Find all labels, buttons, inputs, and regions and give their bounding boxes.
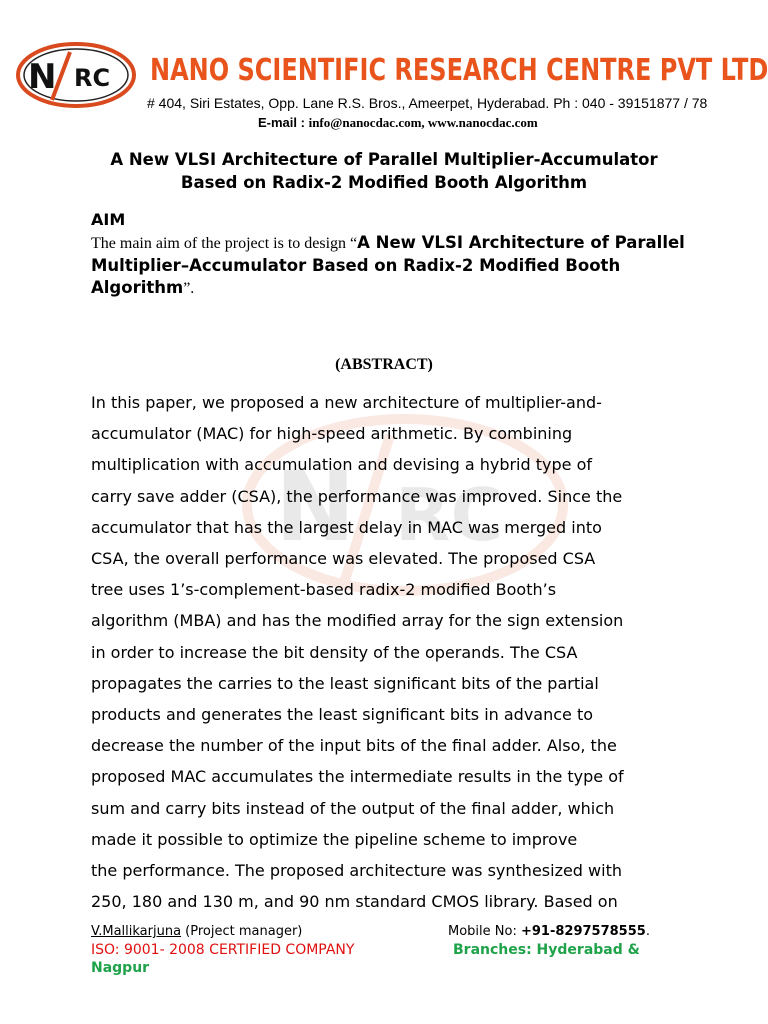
company-address: # 404, Siri Estates, Opp. Lane R.S. Bros., Ameerpet, Hyderabad. Ph : 040 - 39151877 / 78 bbox=[147, 95, 708, 111]
branches-nagpur: Nagpur bbox=[91, 960, 150, 976]
aim-heading: AIM bbox=[91, 210, 126, 229]
project-manager-role: (Project manager) bbox=[181, 924, 303, 939]
abstract-line: made it possible to optimize the pipeline scheme to improve bbox=[91, 829, 578, 849]
email-value[interactable]: info@nanocdac.com, www.nanocdac.com bbox=[308, 115, 538, 130]
aim-closing: ”. bbox=[183, 280, 195, 297]
aim-project-title-2: Multiplier–Accumulator Based on Radix-2 Modified Booth Algorithm bbox=[91, 256, 621, 297]
aim-intro: The main aim of the project is to design “ bbox=[91, 235, 358, 252]
aim-paragraph bbox=[91, 232, 691, 300]
abstract-line: tree uses 1’s-complement-based radix-2 modified Booth’s bbox=[91, 580, 557, 600]
mobile-value: +91-8297578555 bbox=[520, 924, 646, 939]
abstract-line: in order to increase the bit density of the operands. The CSA bbox=[91, 642, 578, 662]
project-manager-name: V.Mallikarjuna bbox=[91, 924, 182, 939]
mobile-label: Mobile No: bbox=[448, 924, 521, 939]
footer-certification-row bbox=[91, 941, 691, 959]
email-line bbox=[258, 115, 538, 131]
company-logo bbox=[14, 40, 142, 110]
abstract-line: algorithm (MBA) and has the modified array for the sign extension bbox=[91, 611, 624, 631]
abstract-body bbox=[91, 387, 677, 917]
company-name: NANO SCIENTIFIC RESEARCH CENTRE PVT LTD bbox=[150, 53, 768, 88]
abstract-line: products and generates the least significant bits in advance to bbox=[91, 705, 594, 725]
svg-text:RC: RC bbox=[395, 473, 504, 557]
abstract-line: proposed MAC accumulates the intermediate results in the type of bbox=[91, 767, 624, 787]
abstract-line: propagates the carries to the least significant bits of the partial bbox=[91, 673, 599, 693]
abstract-line: In this paper, we proposed a new architecture of multiplier-and- bbox=[91, 393, 602, 412]
svg-text:N: N bbox=[28, 57, 57, 97]
abstract-line: decrease the number of the input bits of the final adder. Also, the bbox=[91, 736, 617, 756]
svg-text:RC: RC bbox=[74, 64, 111, 92]
svg-text:N: N bbox=[275, 451, 356, 563]
mobile-number bbox=[448, 924, 650, 940]
abstract-line: CSA, the overall performance was elevated. The proposed CSA bbox=[91, 549, 596, 569]
title-line-2: Based on Radix-2 Modified Booth Algorithm bbox=[180, 173, 588, 192]
iso-certification: ISO: 9001- 2008 CERTIFIED COMPANY bbox=[91, 942, 355, 958]
abstract-line: multiplication with accumulation and devising a hybrid type of bbox=[91, 455, 592, 475]
footer-contact-row bbox=[91, 924, 691, 940]
abstract-line: sum and carry bits instead of the output of the final adder, which bbox=[91, 798, 615, 818]
abstract-line: accumulator that has the largest delay in MAC was merged into bbox=[91, 517, 602, 537]
abstract-line: accumulator (MAC) for high-speed arithmetic. By combining bbox=[91, 424, 573, 444]
email-label: E-mail : bbox=[258, 115, 309, 130]
document-title bbox=[60, 148, 708, 194]
abstract-line: 250, 180 and 130 m, and 90 nm standard CMOS library. Based on bbox=[91, 892, 618, 912]
abstract-line: carry save adder (CSA), the performance was improved. Since the bbox=[91, 486, 623, 506]
aim-project-title-1: A New VLSI Architecture of Parallel bbox=[357, 233, 685, 252]
branches-label: Branches: Hyderabad & bbox=[453, 942, 640, 958]
abstract-heading: (ABSTRACT) bbox=[335, 356, 433, 373]
abstract-line: the performance. The proposed architecture was synthesized with bbox=[91, 861, 622, 881]
title-line-1: A New VLSI Architecture of Parallel Multiplier-Accumulator bbox=[110, 150, 658, 169]
mobile-suffix: . bbox=[645, 924, 650, 939]
